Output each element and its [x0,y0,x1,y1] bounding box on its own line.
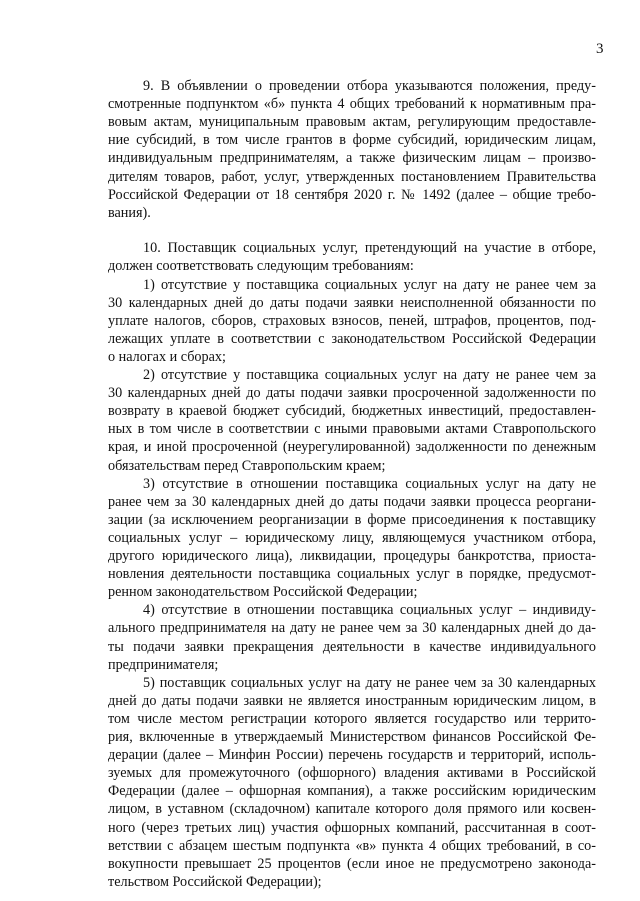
text-line: предпринимателя; [108,656,219,673]
text-line: лицом, в уставном (складочном) капитале которого доля прямого или косвен- [108,801,596,818]
text-line: Российской Федерации от 18 сентября 2020 г. № 1492 (далее – общие требо- [108,186,596,203]
text-line: социальных услуг – юридическому лицу, являющемуся участником отбора, [108,529,596,546]
text-line: дерации (далее – Минфин России) перечень государств и территорий, исполь- [108,747,596,764]
text-line: обязательствам перед Ставропольским краем; [108,457,386,474]
text-line: 30 календарных дней до даты подачи заявки просроченной задолженности по [108,385,596,402]
text-line: зации (за исключением реорганизации в форме присоединения к поставщику [108,511,596,528]
text-line: ного (через третьих лиц) участия офшорных компаний, рассчитанная в соот- [108,819,596,836]
text-line: ние субсидий, в том числе грантов в форме субсидий, юридическим лицам, [108,132,596,149]
text-line: 9. В объявлении о проведении отбора указываются положения, преду- [143,78,596,94]
text-line: ранее чем за 30 календарных дней до даты подачи заявки процесса реоргани- [108,493,596,510]
text-line: Федерации (далее – офшорная компания), а также российским юридическим [108,783,596,800]
text-line: смотренные подпунктом «б» пункта 4 общих требований к нормативным пра- [108,96,596,113]
text-line: 30 календарных дней до даты подачи заявки неисполненной обязанности по [108,294,596,311]
text-line: рия, включенные в утверждаемый Министерством финансов Российской Фе- [108,729,596,745]
text-line: вания). [108,204,151,221]
text-line: ренном законодательством Российской Федерации; [108,584,418,601]
text-line: возврату в краевой бюджет субсидий, бюджетных инвестиций, предоставлен- [108,403,596,420]
text-line: вовым актам, муниципальным правовым актам, регулирующим предоставле- [108,114,596,131]
text-line: 4) отсутствие в отношении поставщика социальных услуг – индивиду- [143,602,596,619]
page-number: 3 [596,41,604,57]
text-line: ветствии с абзацем шестым подпункта «в» пункта 4 общих требований, в со- [108,837,596,854]
text-line: 5) поставщик социальных услуг на дату не ранее чем за 30 календарных [143,674,596,691]
text-line: должен соответствовать следующим требованиям: [108,258,414,275]
text-line: ального предпринимателя на дату не ранее чем за 30 календарных дней до да- [108,620,596,637]
text-line: дителям товаров, работ, услуг, утвержденных постановлением Правительства [108,168,596,185]
text-line: тельством Российской Федерации); [108,873,322,890]
text-line: 10. Поставщик социальных услуг, претендующий на участие в отборе, [143,240,596,257]
text-line: о налогах и сборах; [108,348,226,365]
text-line: уплате налогов, сборов, страховых взносов, пеней, штрафов, процентов, под- [108,312,596,329]
text-line: лежащих уплате в соответствии с законодательством Российской Федерации [108,330,596,347]
text-line: ных в том числе в соответствии с иными правовыми актами Ставропольского [108,421,596,438]
text-line: индивидуальным предпринимателям, а также физическим лицам – произво- [108,150,596,167]
text-line: зуемых для промежуточного (офшорного) владения активами в Российской [108,765,596,782]
text-line: 3) отсутствие в отношении поставщика социальных услуг на дату не [143,475,596,492]
text-line: другого юридического лица), ликвидации, процедуры банкротства, приоста- [108,548,596,564]
text-line: новления деятельности поставщика социальных услуг в порядке, предусмот- [108,566,596,583]
text-line: вокупности превышает 25 процентов (если иное не предусмотрено законода- [108,855,596,872]
text-line: 1) отсутствие у поставщика социальных услуг на дату не ранее чем за [143,276,596,293]
text-line: том числе местом регистрации которого является государство или террито- [108,710,596,727]
text-line: края, и иной просроченной (неурегулированной) задолженности по денежным [108,439,596,456]
text-line: 2) отсутствие у поставщика социальных услуг на дату не ранее чем за [143,367,596,383]
text-line: дней до даты подачи заявки не является иностранным юридическим лицом, в [108,692,596,709]
text-line: ты подачи заявки прекращения деятельности в качестве индивидуального [108,638,596,655]
